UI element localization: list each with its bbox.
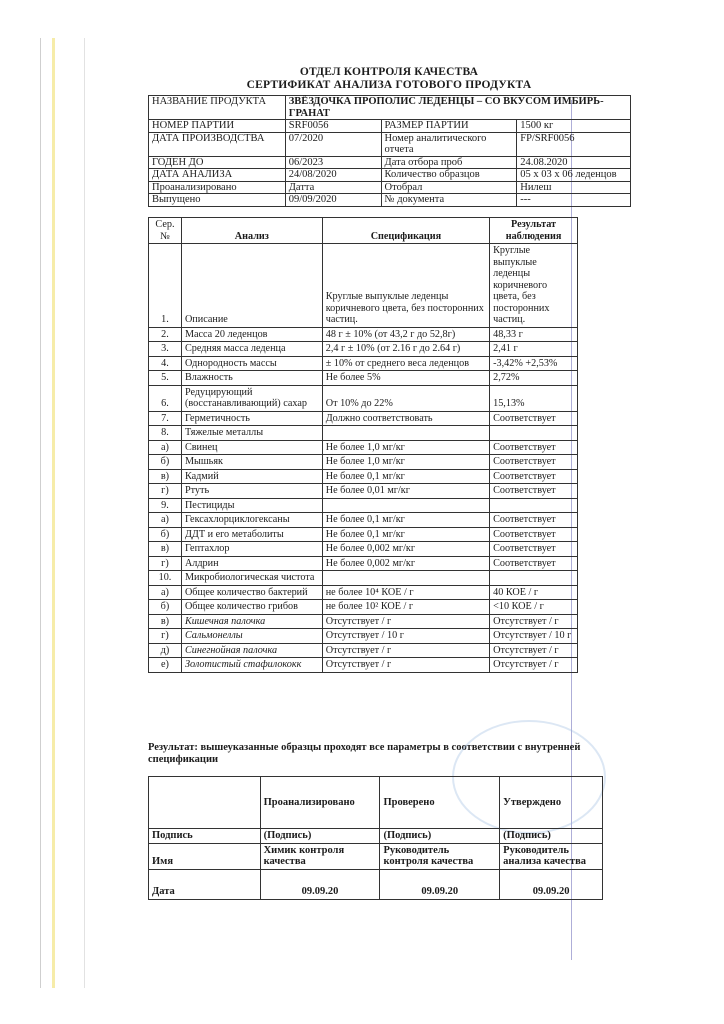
analysis-row [149, 455, 578, 470]
row-result [490, 426, 578, 441]
analysis-date-label: ДАТА АНАЛИЗА [149, 169, 286, 182]
mfg-value: 07/2020 [285, 132, 381, 156]
page-edge-left [40, 38, 41, 988]
sig-analyzed: (Подпись) [260, 829, 380, 844]
report-no-value: FP/SRF0056 [517, 132, 631, 156]
row-number: в) [149, 542, 182, 557]
row-spec [322, 426, 489, 441]
row-result: Отсутствует / г [490, 643, 578, 658]
row-number: б) [149, 527, 182, 542]
row-analysis: Свинец [181, 440, 322, 455]
row-number: 7. [149, 411, 182, 426]
sample-qty-value: 05 x 03 x 06 леденцов [517, 169, 631, 182]
product-info-table [148, 95, 631, 207]
analysis-row [149, 629, 578, 644]
row-analysis: Средняя масса леденца [181, 342, 322, 357]
info-row-issued [149, 194, 631, 207]
row-result: Соответствует [490, 411, 578, 426]
row-result: Соответствует [490, 542, 578, 557]
row-spec: Не более 5% [322, 371, 489, 386]
row-spec: Не более 0,01 мг/кг [322, 484, 489, 499]
report-no-label: Номер аналитического отчета [381, 132, 517, 156]
row-number: в) [149, 614, 182, 629]
row-number: 8. [149, 426, 182, 441]
analysis-row [149, 385, 578, 411]
name-analyzed: Химик контроля качества [260, 843, 380, 869]
row-spec: ± 10% от среднего веса леденцов [322, 356, 489, 371]
row-analysis: Герметичность [181, 411, 322, 426]
row-analysis: Алдрин [181, 556, 322, 571]
name-checked: Руководитель контроля качества [380, 843, 500, 869]
row-spec [322, 498, 489, 513]
row-number: а) [149, 440, 182, 455]
batch-size-label: РАЗМЕР ПАРТИИ [381, 120, 517, 133]
row-result: 40 КОЕ / г [490, 585, 578, 600]
doc-no-label: № документа [381, 194, 517, 207]
row-number: 5. [149, 371, 182, 386]
sig-corner [149, 777, 261, 829]
row-number: г) [149, 556, 182, 571]
analysis-date-value: 24/08/2020 [285, 169, 381, 182]
analysis-body [149, 244, 578, 673]
row-number: 1. [149, 244, 182, 328]
row-analysis: Кадмий [181, 469, 322, 484]
row-analysis: Пестициды [181, 498, 322, 513]
sig-date-row [149, 869, 603, 899]
analysis-table [148, 217, 578, 673]
analysis-row [149, 411, 578, 426]
row-result: Соответствует [490, 527, 578, 542]
batch-label: НОМЕР ПАРТИИ [149, 120, 286, 133]
row-number: 3. [149, 342, 182, 357]
row-result [490, 498, 578, 513]
row-spec: Не более 1,0 мг/кг [322, 440, 489, 455]
analysis-row [149, 556, 578, 571]
row-date-label: Дата [149, 869, 261, 899]
analysis-row [149, 571, 578, 586]
name-approved: Руководитель анализа качества [500, 843, 603, 869]
row-spec: Отсутствует / г [322, 658, 489, 673]
row-spec: не более 10² КОЕ / г [322, 600, 489, 615]
analysis-row [149, 600, 578, 615]
row-number: 6. [149, 385, 182, 411]
info-row-batch [149, 120, 631, 133]
sampled-label: Отобрал [381, 181, 517, 194]
row-result: 48,33 г [490, 327, 578, 342]
row-result: 2,72% [490, 371, 578, 386]
row-analysis: Микробиологическая чистота [181, 571, 322, 586]
header-no: Сер. № [149, 218, 182, 244]
date-checked: 09.09.20 [380, 869, 500, 899]
info-row-analyzed [149, 181, 631, 194]
sig-header-row [149, 777, 603, 829]
row-analysis: Гептахлор [181, 542, 322, 557]
batch-value: SRF0056 [285, 120, 381, 133]
row-result: Соответствует [490, 455, 578, 470]
row-analysis: Кишечная палочка [181, 614, 322, 629]
row-analysis: Мышьяк [181, 455, 322, 470]
row-analysis: Золотистый стафилококк [181, 658, 322, 673]
row-spec: Не более 0,1 мг/кг [322, 469, 489, 484]
sampled-value: Нилеш [517, 181, 631, 194]
row-spec: Не более 0,1 мг/кг [322, 527, 489, 542]
analysis-row [149, 426, 578, 441]
row-number: б) [149, 600, 182, 615]
issued-value: 09/09/2020 [285, 194, 381, 207]
row-signature-label: Подпись [149, 829, 261, 844]
row-analysis: Гексахлорциклогексаны [181, 513, 322, 528]
info-row-analysis-date [149, 169, 631, 182]
date-approved: 09.09.20 [500, 869, 603, 899]
row-result: Отсутствует / г [490, 614, 578, 629]
row-analysis: Редуцирующий (восстанавливающий) сахар [181, 385, 322, 411]
product-value: ЗВЁЗДОЧКА ПРОПОЛИС ЛЕДЕНЦЫ – СО ВКУСОМ ИМБИРЬ-ГРАНАТ [285, 96, 630, 120]
doc-no-value: --- [517, 194, 631, 207]
row-spec: Отсутствует / г [322, 614, 489, 629]
row-analysis: Масса 20 леденцов [181, 327, 322, 342]
product-label: НАЗВАНИЕ ПРОДУКТА [149, 96, 286, 120]
row-number: а) [149, 585, 182, 600]
analysis-row [149, 244, 578, 328]
row-result: Круглые выпуклые леденцы коричневого цвета, без посторонних частиц. [490, 244, 578, 328]
row-analysis: Ртуть [181, 484, 322, 499]
page-edge-inner [84, 38, 85, 988]
header-result: Результат наблюдения [490, 218, 578, 244]
sig-name-row [149, 843, 603, 869]
analysis-row [149, 469, 578, 484]
row-name-label: Имя [149, 843, 261, 869]
row-number: 10. [149, 571, 182, 586]
analyzed-label: Проанализировано [149, 181, 286, 194]
row-result: -3,42% +2,53% [490, 356, 578, 371]
sig-signature-row [149, 829, 603, 844]
row-result: Соответствует [490, 556, 578, 571]
row-spec: 2,4 г ± 10% (от 2.16 г до 2.64 г) [322, 342, 489, 357]
row-spec: Не более 0,1 мг/кг [322, 513, 489, 528]
row-result: <10 КОЕ / г [490, 600, 578, 615]
batch-size-value: 1500 кг [517, 120, 631, 133]
row-spec: Должно соответствовать [322, 411, 489, 426]
col-approved: Утверждено [500, 777, 603, 829]
title-certificate: СЕРТИФИКАТ АНАЛИЗА ГОТОВОГО ПРОДУКТА [246, 79, 532, 91]
row-number: 2. [149, 327, 182, 342]
sampling-date-value: 24.08.2020 [517, 156, 631, 169]
row-result: Отсутствует / г [490, 658, 578, 673]
analysis-row [149, 542, 578, 557]
row-analysis: Сальмонеллы [181, 629, 322, 644]
analysis-row [149, 342, 578, 357]
header-analysis: Анализ [181, 218, 322, 244]
sampling-date-label: Дата отбора проб [381, 156, 517, 169]
row-spec: Не более 1,0 мг/кг [322, 455, 489, 470]
row-result: 2,41 г [490, 342, 578, 357]
expiry-label: ГОДЕН ДО [149, 156, 286, 169]
row-spec: Не более 0,002 мг/кг [322, 542, 489, 557]
info-row-mfg [149, 132, 631, 156]
row-spec: Отсутствует / г [322, 643, 489, 658]
header-spec: Спецификация [322, 218, 489, 244]
analysis-row [149, 440, 578, 455]
mfg-label: ДАТА ПРОИЗВОДСТВА [149, 132, 286, 156]
row-spec: Круглые выпуклые леденцы коричневого цвета, без посторонних частиц. [322, 244, 489, 328]
col-analyzed: Проанализировано [260, 777, 380, 829]
analysis-row [149, 498, 578, 513]
row-analysis: Влажность [181, 371, 322, 386]
analysis-row [149, 527, 578, 542]
row-spec: Отсутствует / 10 г [322, 629, 489, 644]
row-result: Отсутствует / 10 г [490, 629, 578, 644]
analysis-row [149, 327, 578, 342]
row-spec: 48 г ± 10% (от 43,2 г до 52,8г) [322, 327, 489, 342]
row-analysis: Однородность массы [181, 356, 322, 371]
row-number: д) [149, 643, 182, 658]
analysis-row [149, 513, 578, 528]
row-spec: Не более 0,002 мг/кг [322, 556, 489, 571]
info-row-product [149, 96, 631, 120]
analysis-row [149, 643, 578, 658]
row-analysis: ДДТ и его метаболиты [181, 527, 322, 542]
row-number: б) [149, 455, 182, 470]
row-number: в) [149, 469, 182, 484]
date-analyzed: 09.09.20 [260, 869, 380, 899]
row-spec: не более 10⁴ КОЕ / г [322, 585, 489, 600]
row-number: г) [149, 629, 182, 644]
analysis-row [149, 371, 578, 386]
analysis-row [149, 484, 578, 499]
row-analysis: Описание [181, 244, 322, 328]
sig-approved: (Подпись) [500, 829, 603, 844]
issued-label: Выпущено [149, 194, 286, 207]
row-result: Соответствует [490, 484, 578, 499]
sample-qty-label: Количество образцов [381, 169, 517, 182]
sig-checked: (Подпись) [380, 829, 500, 844]
analysis-row [149, 614, 578, 629]
row-spec: От 10% до 22% [322, 385, 489, 411]
signature-table [148, 776, 603, 900]
row-number: 9. [149, 498, 182, 513]
row-number: г) [149, 484, 182, 499]
row-analysis: Тяжелые металлы [181, 426, 322, 441]
row-result: Соответствует [490, 513, 578, 528]
info-row-expiry [149, 156, 631, 169]
document-title [148, 66, 630, 92]
analysis-row [149, 356, 578, 371]
expiry-value: 06/2023 [285, 156, 381, 169]
row-number: а) [149, 513, 182, 528]
analyzed-value: Датта [285, 181, 381, 194]
highlight-mark [52, 38, 55, 988]
row-number: е) [149, 658, 182, 673]
row-result: Соответствует [490, 440, 578, 455]
analysis-header-row [149, 218, 578, 244]
row-analysis: Общее количество грибов [181, 600, 322, 615]
row-analysis: Синегнойная палочка [181, 643, 322, 658]
col-checked: Проверено [380, 777, 500, 829]
analysis-row [149, 585, 578, 600]
title-department: ОТДЕЛ КОНТРОЛЯ КАЧЕСТВА [299, 66, 479, 78]
row-result: 15,13% [490, 385, 578, 411]
row-result [490, 571, 578, 586]
row-analysis: Общее количество бактерий [181, 585, 322, 600]
row-spec [322, 571, 489, 586]
result-statement: Результат: вышеуказанные образцы проходят все параметры в соответствии с внутренней спецификации [148, 742, 581, 765]
analysis-row [149, 658, 578, 673]
row-number: 4. [149, 356, 182, 371]
row-result: Соответствует [490, 469, 578, 484]
